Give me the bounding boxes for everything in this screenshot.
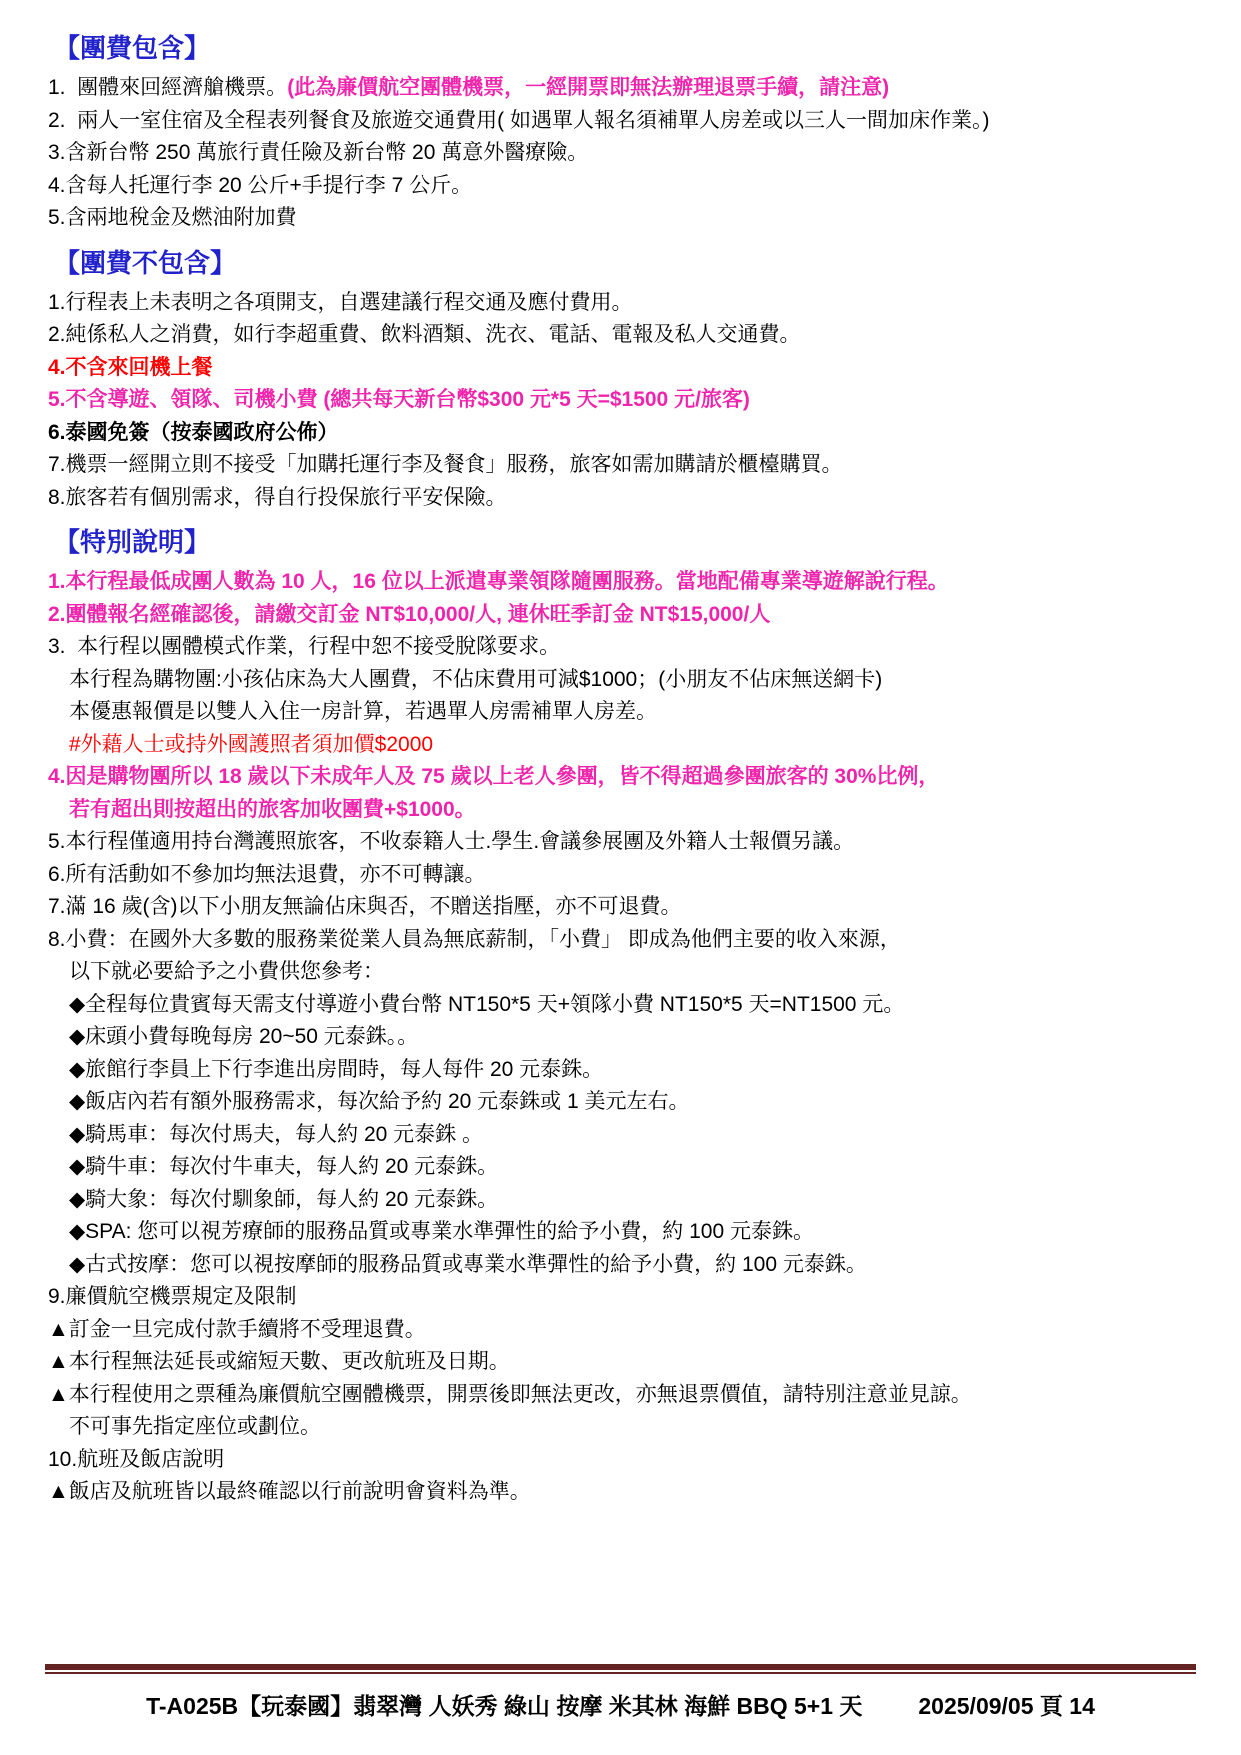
text-line xyxy=(48,319,1203,352)
text-segment: 8.旅客若有個別需求，得自行投保旅行平安保險。 xyxy=(48,485,507,509)
text-segment: ◆全程每位貴賓每天需支付導遊小費台幣 NT150*5 天+領隊小費 NT150*5 天=NT1500 元。 xyxy=(69,992,905,1016)
document-section xyxy=(48,30,1203,235)
text-segment: 2. 兩人一室住宿及全程表列餐食及旅遊交通費用( 如遇單人報名須補單人房差或以三人一間加床作業。) xyxy=(48,108,990,132)
text-line xyxy=(48,202,1203,235)
document-section xyxy=(48,245,1203,515)
footer-tour-title: T-A025B【玩泰國】翡翠灣 人妖秀 綠山 按摩 米其林 海鮮 BBQ 5+1 天 xyxy=(146,1693,863,1719)
text-line xyxy=(48,1411,1203,1444)
text-segment: ▲訂金一旦完成付款手續將不受理退費。 xyxy=(48,1317,426,1341)
text-segment: ◆古式按摩：您可以視按摩師的服務品質或專業水準彈性的給予小費，約 100 元泰銖。 xyxy=(69,1252,867,1276)
text-segment: 7.滿 16 歲(含)以下小朋友無論佔床與否，不贈送指壓，亦不可退費。 xyxy=(48,895,682,918)
text-segment: ◆旅館行李員上下行李進出房間時，每人每件 20 元泰銖。 xyxy=(69,1057,604,1081)
text-segment: 1. 團體來回經濟艙機票。 xyxy=(48,76,288,99)
text-line xyxy=(48,729,1203,762)
text-segment: 4.因是購物團所以 18 歲以下未成年人及 75 歲以上老人參團，皆不得超過參團旅客的 30%比例， xyxy=(48,765,940,788)
section-header: 【團費不包含】 xyxy=(54,247,237,278)
text-line xyxy=(48,287,1203,320)
text-segment: 3.含新台幣 250 萬旅行責任險及新台幣 20 萬意外醫療險。 xyxy=(48,141,589,164)
text-segment: 4.不含來回機上餐 xyxy=(48,355,213,379)
text-line xyxy=(48,417,1203,450)
text-line xyxy=(48,137,1203,170)
text-segment: (此為廉價航空團體機票，一經開票即無法辦理退票手續，請注意) xyxy=(287,76,890,99)
text-line xyxy=(48,1314,1203,1347)
text-segment: 3. 本行程以團體模式作業，行程中恕不接受脫隊要求。 xyxy=(48,635,561,658)
text-segment: 6.所有活動如不參加均無法退費，亦不可轉讓。 xyxy=(48,862,486,886)
text-segment: 8.小費：在國外大多數的服務業從業人員為無底薪制，「小費」 即成為他們主要的收入來源， xyxy=(48,927,901,951)
text-line xyxy=(48,631,1203,664)
text-line xyxy=(48,1249,1203,1282)
text-segment: 2.純係私人之消費，如行李超重費、飲料酒類、洗衣、電話、電報及私人交通費。 xyxy=(48,323,801,346)
text-line xyxy=(48,1379,1203,1412)
text-line xyxy=(48,1346,1203,1379)
text-line xyxy=(48,384,1203,417)
text-line xyxy=(48,1119,1203,1152)
text-segment: ◆騎馬車：每次付馬夫，每人約 20 元泰銖 。 xyxy=(69,1122,484,1146)
text-segment: #外藉人士或持外國護照者須加價$2000 xyxy=(69,732,434,756)
text-line xyxy=(48,449,1203,482)
text-line xyxy=(48,1216,1203,1249)
text-line xyxy=(48,1281,1203,1314)
section-header: 【團費包含】 xyxy=(54,33,211,63)
text-segment: 7.機票一經開立則不接受「加購托運行李及餐食」服務，旅客如需加購請於櫃檯購買。 xyxy=(48,453,843,476)
text-line xyxy=(48,761,1203,794)
text-line xyxy=(48,826,1203,859)
text-segment: ▲本行程使用之票種為廉價航空團體機票，開票後即無法更改，亦無退票價值，請特別注意並見諒。 xyxy=(48,1382,972,1406)
text-segment: 9.廉價航空機票規定及限制 xyxy=(48,1285,297,1308)
page-footer xyxy=(45,1664,1196,1721)
text-segment: 10.航班及飯店說明 xyxy=(48,1447,225,1471)
text-segment: 5.含兩地稅金及燃油附加費 xyxy=(48,206,297,229)
text-segment: 本行程為購物團:小孩佔床為大人團費，不佔床費用可減$1000；(小朋友不佔床無送網卡) xyxy=(69,667,883,691)
text-segment: 以下就必要給予之小費供您參考： xyxy=(69,960,384,983)
text-segment: 本優惠報價是以雙人入住一房計算，若遇單人房需補單人房差。 xyxy=(69,700,657,723)
text-segment: 不可事先指定座位或劃位。 xyxy=(69,1415,321,1438)
text-line xyxy=(48,1054,1203,1087)
text-line xyxy=(48,794,1203,827)
text-segment: ◆SPA: 您可以視芳療師的服務品質或專業水準彈性的給予小費，約 100 元泰銖。 xyxy=(69,1220,814,1243)
text-segment: 4.含每人托運行李 20 公斤+手提行李 7 公斤。 xyxy=(48,173,473,197)
text-line xyxy=(48,1476,1203,1509)
text-line xyxy=(48,105,1203,138)
text-segment: ◆床頭小費每晚每房 20~50 元泰銖。。 xyxy=(69,1025,419,1048)
text-line xyxy=(48,72,1203,105)
text-line xyxy=(48,1086,1203,1119)
text-line xyxy=(48,989,1203,1022)
footer-date-page: 2025/09/05 頁 14 xyxy=(918,1693,1095,1719)
text-segment: ▲飯店及航班皆以最終確認以行前說明會資料為準。 xyxy=(48,1480,531,1503)
text-line xyxy=(48,1184,1203,1217)
section-header: 【特別說明】 xyxy=(54,527,211,557)
text-line xyxy=(48,352,1203,385)
footer-text xyxy=(45,1688,1196,1721)
footer-divider-thin xyxy=(45,1672,1196,1674)
text-line xyxy=(48,170,1203,203)
text-segment: 6.泰國免簽（按泰國政府公佈） xyxy=(48,420,339,444)
text-segment: 5.本行程僅適用持台灣護照旅客，不收泰籍人士.學生.會議參展團及外籍人士報價另議。 xyxy=(48,830,855,853)
text-line xyxy=(48,891,1203,924)
text-segment: ▲本行程無法延長或縮短天數、更改航班及日期。 xyxy=(48,1350,510,1373)
text-line xyxy=(48,664,1203,697)
text-segment: ◆騎牛車：每次付牛車夫，每人約 20 元泰銖。 xyxy=(69,1155,499,1178)
text-line xyxy=(48,859,1203,892)
text-line xyxy=(48,482,1203,515)
text-segment: ◆飯店內若有額外服務需求，每次給予約 20 元泰銖或 1 美元左右。 xyxy=(69,1090,690,1113)
text-line xyxy=(48,1151,1203,1184)
footer-divider-thick xyxy=(45,1664,1196,1670)
text-segment: 2.團體報名經確認後，請繳交訂金 NT$10,000/人, 連休旺季訂金 NT$15,000/人 xyxy=(48,602,771,626)
text-line xyxy=(48,566,1203,599)
text-line xyxy=(48,599,1203,632)
text-line xyxy=(48,956,1203,989)
text-line xyxy=(48,696,1203,729)
document-section xyxy=(48,524,1203,1509)
text-segment: ◆騎大象：每次付馴象師，每人約 20 元泰銖。 xyxy=(69,1187,499,1211)
text-segment: 若有超出則按超出的旅客加收團費+$1000。 xyxy=(69,797,476,821)
text-line xyxy=(48,1444,1203,1477)
text-line xyxy=(48,924,1203,957)
text-segment: 1.行程表上未表明之各項開支，自選建議行程交通及應付費用。 xyxy=(48,290,633,314)
text-line xyxy=(48,1021,1203,1054)
text-segment: 5.不含導遊、領隊、司機小費 (總共每天新台幣$300 元*5 天=$1500 元/旅客) xyxy=(48,388,750,411)
text-segment: 1.本行程最低成團人數為 10 人，16 位以上派遣專業領隊隨團服務。當地配備專業導遊解說行程。 xyxy=(48,570,949,593)
